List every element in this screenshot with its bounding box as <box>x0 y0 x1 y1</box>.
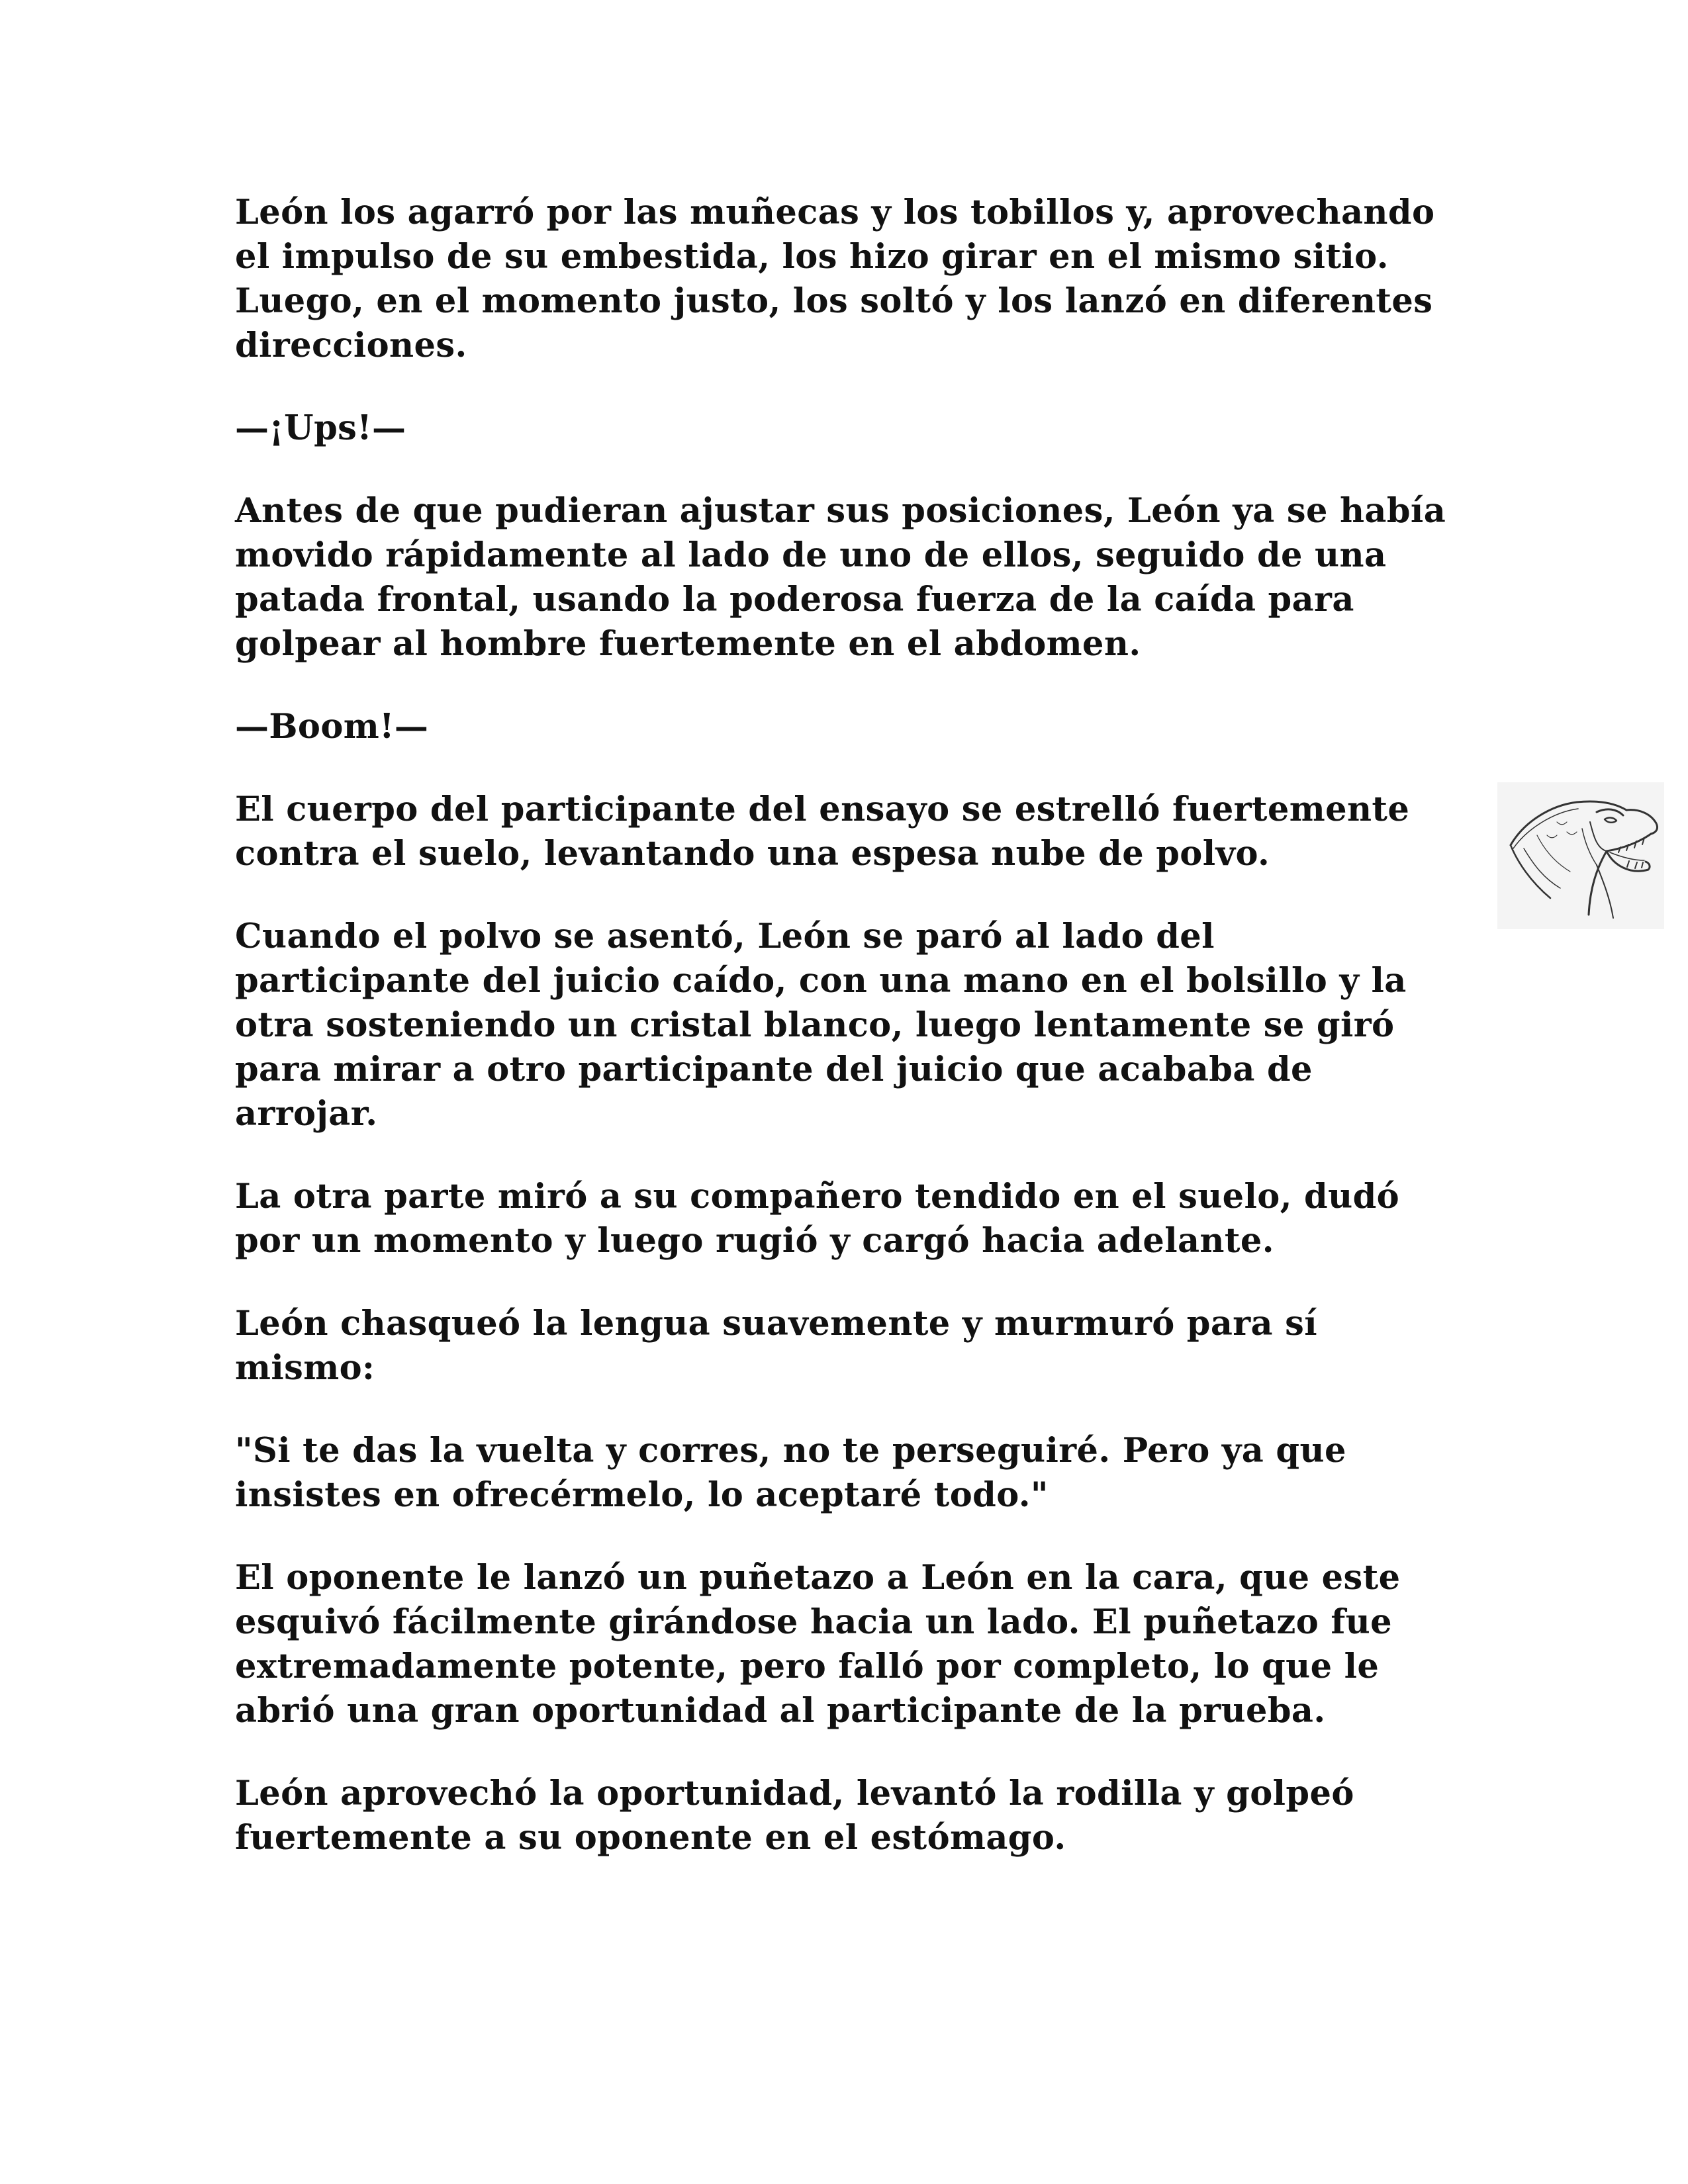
dinosaur-sketch-icon <box>1497 782 1664 929</box>
paragraph: Cuando el polvo se asentó, León se paró al lado del participante del juicio caído, con una mano en el bolsillo y la otra sosteniendo un cristal blanco, luego lentamente se giró para mirar a otro participante del juicio que acababa de arrojar. <box>235 917 1407 1134</box>
paragraph: —¡Ups!— <box>235 408 406 448</box>
paragraph: León chasqueó la lengua suavemente y murmuró para sí mismo: <box>235 1304 1318 1388</box>
paragraph: Antes de que pudieran ajustar sus posiciones, León ya se había movido rápidamente al lado de uno de ellos, seguido de una patada frontal, usando la poderosa fuerza de la caída para golpear al hombre fuertemente en el abdomen. <box>235 491 1446 664</box>
document-body <box>235 191 1479 1899</box>
paragraph: "Si te das la vuelta y corres, no te perseguiré. Pero ya que insistes en ofrecérmelo, lo aceptaré todo." <box>235 1431 1346 1515</box>
paragraph: León los agarró por las muñecas y los tobillos y, aprovechando el impulso de su embestida, los hizo girar en el mismo sitio. Luego, en el momento justo, los soltó y los lanzó en diferentes direcciones. <box>235 193 1435 365</box>
paragraph: El oponente le lanzó un puñetazo a León en la cara, que este esquivó fácilmente girándose hacia un lado. El puñetazo fue extremadamente potente, pero falló por completo, lo que le abrió una gran oportunidad al participante de la prueba. <box>235 1558 1401 1731</box>
paragraph: —Boom!— <box>235 707 429 747</box>
paragraph: El cuerpo del participante del ensayo se estrelló fuertemente contra el suelo, levantando una espesa nube de polvo. <box>235 790 1410 874</box>
paragraph: La otra parte miró a su compañero tendido en el suelo, dudó por un momento y luego rugió y cargó hacia adelante. <box>235 1177 1400 1261</box>
paragraph: León aprovechó la oportunidad, levantó la rodilla y golpeó fuertemente a su oponente en el estómago. <box>235 1774 1354 1858</box>
